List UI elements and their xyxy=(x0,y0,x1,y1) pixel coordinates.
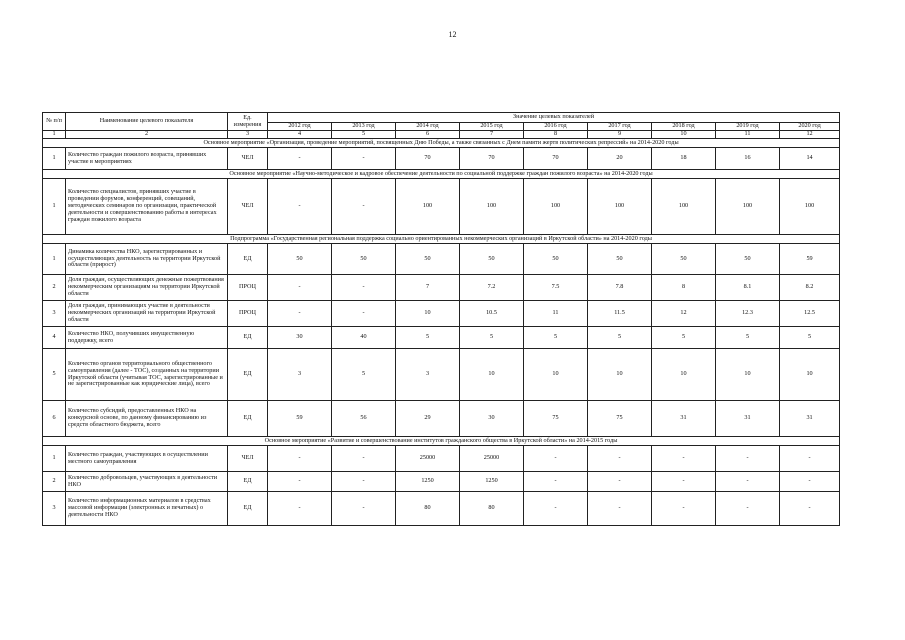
indicator-value: - xyxy=(524,492,588,526)
column-number: 8 xyxy=(524,131,588,139)
indicator-unit: ЕД xyxy=(228,492,268,526)
indicator-value: - xyxy=(268,472,332,492)
indicator-value: 12.5 xyxy=(780,301,840,327)
indicator-value: 7.2 xyxy=(460,275,524,301)
indicator-value: 25000 xyxy=(396,446,460,472)
row-number: 1 xyxy=(43,244,66,275)
indicator-value: - xyxy=(332,179,396,235)
indicator-value: - xyxy=(268,179,332,235)
row-number: 2 xyxy=(43,275,66,301)
indicator-value: - xyxy=(652,492,716,526)
section-title: Основное мероприятие «Развитие и совершенствование институтов гражданского общества в Иркутской области» на 2014-2015 годы xyxy=(43,437,840,446)
indicator-value: - xyxy=(588,446,652,472)
indicator-value: 11.5 xyxy=(588,301,652,327)
table-row xyxy=(43,492,840,526)
indicator-name: Количество НКО, получивших имущественную поддержку, всего xyxy=(66,327,228,349)
indicator-value: 50 xyxy=(524,244,588,275)
indicator-value: 5 xyxy=(780,327,840,349)
indicator-value: - xyxy=(588,492,652,526)
row-number: 1 xyxy=(43,446,66,472)
indicator-value: 12 xyxy=(652,301,716,327)
column-number: 11 xyxy=(716,131,780,139)
indicator-unit: ЕД xyxy=(228,472,268,492)
indicator-value: - xyxy=(780,472,840,492)
indicator-name: Доля граждан, принимающих участие в деятельности некоммерческих организаций на территории Иркутской области xyxy=(66,301,228,327)
indicator-value: 5 xyxy=(524,327,588,349)
indicator-value: 100 xyxy=(460,179,524,235)
indicator-value: 5 xyxy=(716,327,780,349)
indicator-value: - xyxy=(332,148,396,170)
header-year: 2014 год xyxy=(396,123,460,131)
indicator-name: Количество граждан пожилого возраста, принявших участие в мероприятиях xyxy=(66,148,228,170)
indicator-value: 5 xyxy=(588,327,652,349)
column-number: 5 xyxy=(332,131,396,139)
header-unit: Ед. измерения xyxy=(228,113,268,131)
indicator-value: - xyxy=(332,472,396,492)
indicator-value: 5 xyxy=(652,327,716,349)
indicator-unit: ЕД xyxy=(228,349,268,401)
section-title: Основное мероприятие «Организация, проведение мероприятий, посвященных Дню Победы, а также связанных с Днем памяти жертв политических репрессий» на 2014-2020 годы xyxy=(43,139,840,148)
indicator-value: - xyxy=(716,446,780,472)
indicator-value: - xyxy=(652,446,716,472)
indicator-value: 10 xyxy=(460,349,524,401)
header-year: 2018 год xyxy=(652,123,716,131)
section-row xyxy=(43,235,840,244)
indicator-value: 100 xyxy=(652,179,716,235)
indicator-value: 100 xyxy=(524,179,588,235)
indicator-value: - xyxy=(588,472,652,492)
row-number: 1 xyxy=(43,148,66,170)
column-number: 9 xyxy=(588,131,652,139)
table-row xyxy=(43,327,840,349)
header-year: 2016 год xyxy=(524,123,588,131)
indicator-name: Динамика количества НКО, зарегистрированных и осуществляющих деятельность на территории Иркутской области (прирост) xyxy=(66,244,228,275)
header-values-group: Значение целевых показателей xyxy=(268,113,840,123)
row-number: 1 xyxy=(43,179,66,235)
indicator-unit: ЧЕЛ xyxy=(228,179,268,235)
indicator-value: 100 xyxy=(780,179,840,235)
header-year: 2019 год xyxy=(716,123,780,131)
indicator-value: 80 xyxy=(460,492,524,526)
indicator-value: 20 xyxy=(588,148,652,170)
indicator-value: 31 xyxy=(716,401,780,437)
indicator-value: 10 xyxy=(780,349,840,401)
indicator-unit: ЕД xyxy=(228,327,268,349)
indicator-value: 100 xyxy=(396,179,460,235)
column-number: 4 xyxy=(268,131,332,139)
indicator-value: - xyxy=(332,301,396,327)
column-number: 12 xyxy=(780,131,840,139)
indicator-name: Количество добровольцев, участвующих в деятельности НКО xyxy=(66,472,228,492)
indicator-value: - xyxy=(524,446,588,472)
indicator-value: 50 xyxy=(332,244,396,275)
indicator-value: - xyxy=(332,446,396,472)
table-row xyxy=(43,179,840,235)
table-row xyxy=(43,148,840,170)
indicator-value: 16 xyxy=(716,148,780,170)
indicator-value: 30 xyxy=(460,401,524,437)
indicator-value: 70 xyxy=(460,148,524,170)
indicator-value: 18 xyxy=(652,148,716,170)
indicator-unit: ЕД xyxy=(228,244,268,275)
indicator-value: 10 xyxy=(588,349,652,401)
indicator-value: - xyxy=(716,492,780,526)
indicator-value: 100 xyxy=(588,179,652,235)
indicator-value: 5 xyxy=(332,349,396,401)
table-row xyxy=(43,472,840,492)
indicator-value: 50 xyxy=(460,244,524,275)
row-number: 3 xyxy=(43,492,66,526)
indicator-value: 70 xyxy=(524,148,588,170)
row-number: 3 xyxy=(43,301,66,327)
indicator-value: - xyxy=(716,472,780,492)
indicator-name: Количество органов территориального общественного самоуправления (далее - ТОС), созданных на территории Иркутской области (учитывая ТОС, зарегистрированные и не зарегистрированные как юридические лица), всего xyxy=(66,349,228,401)
row-number: 6 xyxy=(43,401,66,437)
indicator-value: 8.1 xyxy=(716,275,780,301)
indicators-table xyxy=(42,112,840,526)
indicator-value: 1250 xyxy=(460,472,524,492)
indicator-value: 10 xyxy=(652,349,716,401)
indicator-value: 5 xyxy=(460,327,524,349)
indicator-value: 7 xyxy=(396,275,460,301)
header-num: № п/п xyxy=(43,113,66,131)
indicator-unit: ЧЕЛ xyxy=(228,148,268,170)
indicator-value: 80 xyxy=(396,492,460,526)
indicator-value: - xyxy=(268,446,332,472)
indicator-value: - xyxy=(268,275,332,301)
indicator-value: 11 xyxy=(524,301,588,327)
indicator-value: 75 xyxy=(524,401,588,437)
indicator-value: 30 xyxy=(268,327,332,349)
column-number: 2 xyxy=(66,131,228,139)
indicator-value: 59 xyxy=(268,401,332,437)
indicator-unit: ЕД xyxy=(228,401,268,437)
header-name: Наименование целевого показателя xyxy=(66,113,228,131)
indicator-name: Количество субсидий, предоставленных НКО на конкурсной основе, по данному финансированию из средств областного бюджета, всего xyxy=(66,401,228,437)
column-number: 1 xyxy=(43,131,66,139)
header-year: 2012 год xyxy=(268,123,332,131)
indicator-name: Количество специалистов, принявших участие в проведении форумов, конференций, совещаний, методических семинаров по организации, практической деятельности и совершенствованию работы в интересах граждан пожилого возраста xyxy=(66,179,228,235)
indicator-value: 14 xyxy=(780,148,840,170)
header-year: 2017 год xyxy=(588,123,652,131)
header-year: 2013 год xyxy=(332,123,396,131)
section-row xyxy=(43,139,840,148)
indicator-value: 31 xyxy=(652,401,716,437)
indicator-value: - xyxy=(780,492,840,526)
indicator-name: Количество информационных материалов в средствах массовой информации (электронных и печатных) о деятельности НКО xyxy=(66,492,228,526)
indicator-value: 5 xyxy=(396,327,460,349)
indicator-value: 10 xyxy=(396,301,460,327)
indicator-value: 59 xyxy=(780,244,840,275)
indicator-value: 29 xyxy=(396,401,460,437)
indicator-value: - xyxy=(332,492,396,526)
indicator-value: 1250 xyxy=(396,472,460,492)
indicator-name: Доля граждан, осуществляющих денежные пожертвования некоммерческим организациям на территории Иркутской области xyxy=(66,275,228,301)
indicator-unit: ПРОЦ xyxy=(228,301,268,327)
indicator-value: 50 xyxy=(396,244,460,275)
indicator-value: - xyxy=(268,301,332,327)
section-row xyxy=(43,170,840,179)
table-row xyxy=(43,446,840,472)
row-number: 2 xyxy=(43,472,66,492)
indicator-name: Количество граждан, участвующих в осуществлении местного самоуправления xyxy=(66,446,228,472)
indicator-value: 31 xyxy=(780,401,840,437)
indicator-value: 40 xyxy=(332,327,396,349)
header-year: 2020 год xyxy=(780,123,840,131)
indicator-unit: ПРОЦ xyxy=(228,275,268,301)
table-row xyxy=(43,401,840,437)
indicator-value: 8 xyxy=(652,275,716,301)
indicator-value: - xyxy=(780,446,840,472)
indicator-value: - xyxy=(652,472,716,492)
indicator-value: 12.3 xyxy=(716,301,780,327)
indicator-value: 50 xyxy=(588,244,652,275)
indicator-value: 10 xyxy=(716,349,780,401)
table-row xyxy=(43,301,840,327)
column-number: 6 xyxy=(396,131,460,139)
indicator-value: 50 xyxy=(652,244,716,275)
indicator-value: 3 xyxy=(396,349,460,401)
indicator-value: 70 xyxy=(396,148,460,170)
indicator-unit: ЧЕЛ xyxy=(228,446,268,472)
indicator-value: 75 xyxy=(588,401,652,437)
indicator-value: 50 xyxy=(716,244,780,275)
indicator-value: 50 xyxy=(268,244,332,275)
indicator-value: 8.2 xyxy=(780,275,840,301)
column-number: 10 xyxy=(652,131,716,139)
table-row xyxy=(43,244,840,275)
indicator-value: - xyxy=(268,492,332,526)
indicator-value: 7.5 xyxy=(524,275,588,301)
row-number: 4 xyxy=(43,327,66,349)
indicator-value: 25000 xyxy=(460,446,524,472)
page-number: 12 xyxy=(448,30,457,39)
indicator-value: 7.8 xyxy=(588,275,652,301)
indicator-value: - xyxy=(524,472,588,492)
section-row xyxy=(43,437,840,446)
indicator-value: 10.5 xyxy=(460,301,524,327)
indicator-value: 56 xyxy=(332,401,396,437)
table-row xyxy=(43,275,840,301)
indicator-value: 3 xyxy=(268,349,332,401)
indicator-value: - xyxy=(268,148,332,170)
section-title: Основное мероприятие «Научно-методическое и кадровое обеспечение деятельности по социальной поддержке граждан пожилого возраста» на 2014-2020 годы xyxy=(43,170,840,179)
column-number: 7 xyxy=(460,131,524,139)
table-row xyxy=(43,349,840,401)
header-year: 2015 год xyxy=(460,123,524,131)
indicator-value: 10 xyxy=(524,349,588,401)
indicator-value: 100 xyxy=(716,179,780,235)
indicator-value: - xyxy=(332,275,396,301)
section-title: Подпрограмма «Государственная региональная поддержка социально ориентированных некоммерческих организаций в Иркутской области» на 2014-2020 годы xyxy=(43,235,840,244)
column-number: 3 xyxy=(228,131,268,139)
row-number: 5 xyxy=(43,349,66,401)
